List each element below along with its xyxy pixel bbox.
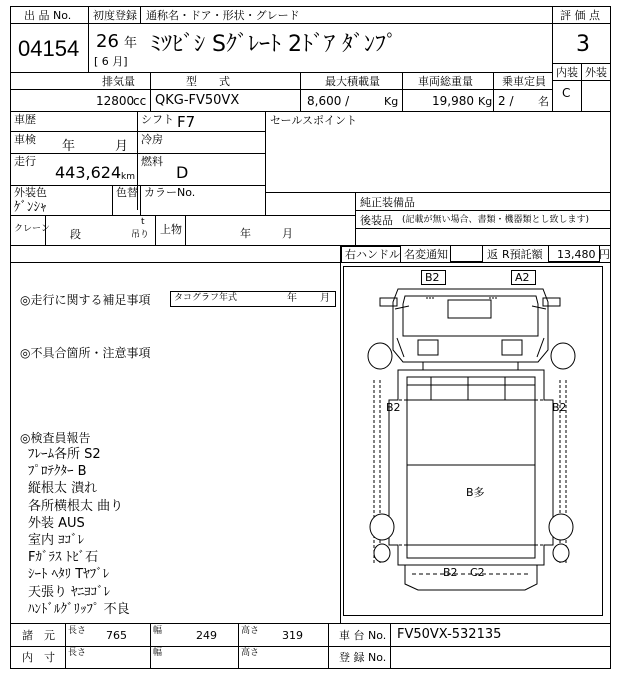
crane-stage: 段	[70, 228, 81, 241]
fuel-label: 燃料	[141, 155, 163, 168]
inspector-report-line: 各所横根太 曲り	[28, 498, 124, 514]
inspector-report-line: 室内 ﾖｺﾞﾚ	[28, 533, 85, 548]
shift-value: F7	[177, 113, 196, 131]
tachograph-month: 月	[320, 293, 330, 304]
exterior-color-value: ｹﾞﾝｼｬ	[14, 200, 47, 215]
crane-ton: t	[141, 217, 145, 227]
inspector-report-line: ﾊﾝﾄﾞﾙｸﾞﾘｯﾌﾟ 不良	[28, 601, 130, 617]
max-load-unit: Kg	[384, 95, 399, 108]
tachograph-label: タコグラフ年式	[174, 293, 238, 303]
ac-label: 冷房	[141, 133, 163, 146]
inner-height-label: 高さ	[241, 648, 260, 658]
crane-month: 月	[282, 227, 293, 240]
inspector-report-line: ｼｰﾄ ﾍﾀﾘ Tﾔﾌﾞﾚ	[28, 567, 110, 583]
inspector-report-line: ﾌﾟﾛﾃｸﾀｰ B	[28, 464, 87, 480]
aftermarket-label: 後装品	[360, 214, 393, 227]
crane-hook: 吊り	[131, 230, 150, 240]
inspector-report-line: Fｶﾞﾗｽ ﾄﾋﾞ石	[28, 550, 99, 566]
mileage-value: 443,624	[55, 163, 122, 182]
r-tax-unit: 円	[599, 248, 610, 261]
width-label: 幅	[153, 626, 163, 636]
length-label: 長さ	[68, 626, 87, 636]
crane-top-label: 上物	[160, 223, 182, 236]
gross-weight-label: 車両総重量	[418, 75, 473, 88]
damage-bed: B多	[466, 486, 485, 499]
model-name: ﾐﾂﾋﾞｼ Sｸﾞﾚｰﾄ 2ﾄﾞｱ ﾀﾞﾝﾌﾟ	[150, 32, 397, 57]
exterior-color-label: 外装色	[14, 186, 47, 199]
inspection-month: 月	[115, 139, 129, 154]
r-tax-value: 13,480	[557, 248, 596, 261]
damage-a2-front-right: A2	[511, 270, 536, 285]
sales-point-label: セールスポイント	[270, 114, 358, 127]
height-label: 高さ	[241, 626, 260, 636]
lot-no-label: 出 品 No.	[24, 9, 72, 22]
lot-number: 04154	[18, 36, 80, 61]
max-load-value: 8,600 /	[307, 94, 350, 108]
displacement-label: 排気量	[102, 75, 135, 88]
gross-weight-value: 19,980	[432, 94, 474, 108]
chassis-number: FV50VX-532135	[397, 627, 502, 642]
first-reg-year-unit: 年	[124, 36, 138, 51]
inspector-report-line: 外装 AUS	[28, 515, 85, 531]
chassis-label: 車 台 No.	[339, 629, 387, 642]
damage-b2-left-side: B2	[386, 401, 401, 414]
right-handle-badge: 右ハンドル	[341, 246, 401, 263]
score-value: 3	[576, 32, 590, 57]
score-label: 評 価 点	[560, 9, 600, 22]
capacity-unit: 名	[538, 95, 549, 108]
type-label: 型 式	[186, 75, 230, 88]
width-value: 249	[196, 629, 217, 642]
max-load-label: 最大積載量	[325, 75, 380, 88]
damage-b2-front-left: B2	[421, 270, 446, 285]
damage-b2-right-side: B2	[552, 401, 567, 414]
crane-year: 年	[240, 227, 251, 240]
first-reg-year: 26	[96, 31, 119, 52]
inspector-report-line: 天張り ﾔﾆﾖｺﾞﾚ	[28, 584, 111, 600]
registration-label: 登 録 No.	[339, 651, 387, 664]
exterior-label: 外装	[585, 66, 607, 79]
inspector-report-label: ◎検査員報告	[20, 431, 91, 445]
inner-width-label: 幅	[153, 648, 163, 658]
height-value: 319	[282, 629, 303, 642]
inspector-report-line: 縦根太 潰れ	[28, 481, 98, 497]
model-type: QKG-FV50VX	[155, 93, 240, 108]
defects-label: ◎不具合箇所・注意事項	[20, 346, 151, 360]
capacity-label: 乗車定員	[502, 75, 546, 88]
spec-label: 諸 元	[22, 629, 55, 642]
displacement-unit: cc	[133, 94, 147, 108]
inspection-year: 年	[62, 139, 76, 154]
fuel-value: D	[176, 163, 189, 182]
color-change-label: 色替	[116, 186, 138, 199]
inner-length-label: 長さ	[68, 648, 87, 658]
interior-score: C	[562, 86, 571, 100]
tachograph-year: 年	[287, 293, 297, 304]
shift-label: シフト	[141, 113, 174, 126]
mileage-label: 走行	[14, 155, 36, 168]
history-label: 車歴	[14, 113, 36, 126]
first-reg-month: [ 6 月]	[94, 55, 128, 68]
damage-b2-rear: B2	[443, 566, 458, 579]
aftermarket-note: (記載が無い場合、書類・機器類とし致します)	[402, 215, 590, 225]
color-number-label: カラーNo.	[144, 186, 196, 199]
interior-label: 内装	[556, 66, 578, 79]
gross-weight-unit: Kg	[478, 95, 493, 108]
mileage-unit: km	[121, 172, 135, 182]
genuine-equipment-label: 純正装備品	[360, 196, 415, 209]
inspection-label: 車検	[14, 133, 36, 146]
crane-label: クレーン	[14, 224, 50, 234]
length-value: 765	[106, 629, 127, 642]
displacement-value: 12800	[96, 94, 135, 108]
inspector-report-line: ﾌﾚｰﾑ各所 S2	[28, 447, 101, 462]
inner-dims-label: 内 寸	[22, 651, 55, 664]
return-label: 返	[487, 248, 498, 261]
running-notes-label: ◎走行に関する補足事項	[20, 293, 151, 307]
model-label: 通称名・ドア・形状・グレード	[146, 9, 300, 22]
capacity-value: 2 /	[498, 94, 514, 108]
first-reg-label: 初度登録	[93, 9, 137, 22]
damage-c2-rear: C2	[470, 566, 485, 579]
name-change-label: 名変通知	[404, 248, 448, 261]
r-tax-label: R預託額	[502, 248, 543, 261]
